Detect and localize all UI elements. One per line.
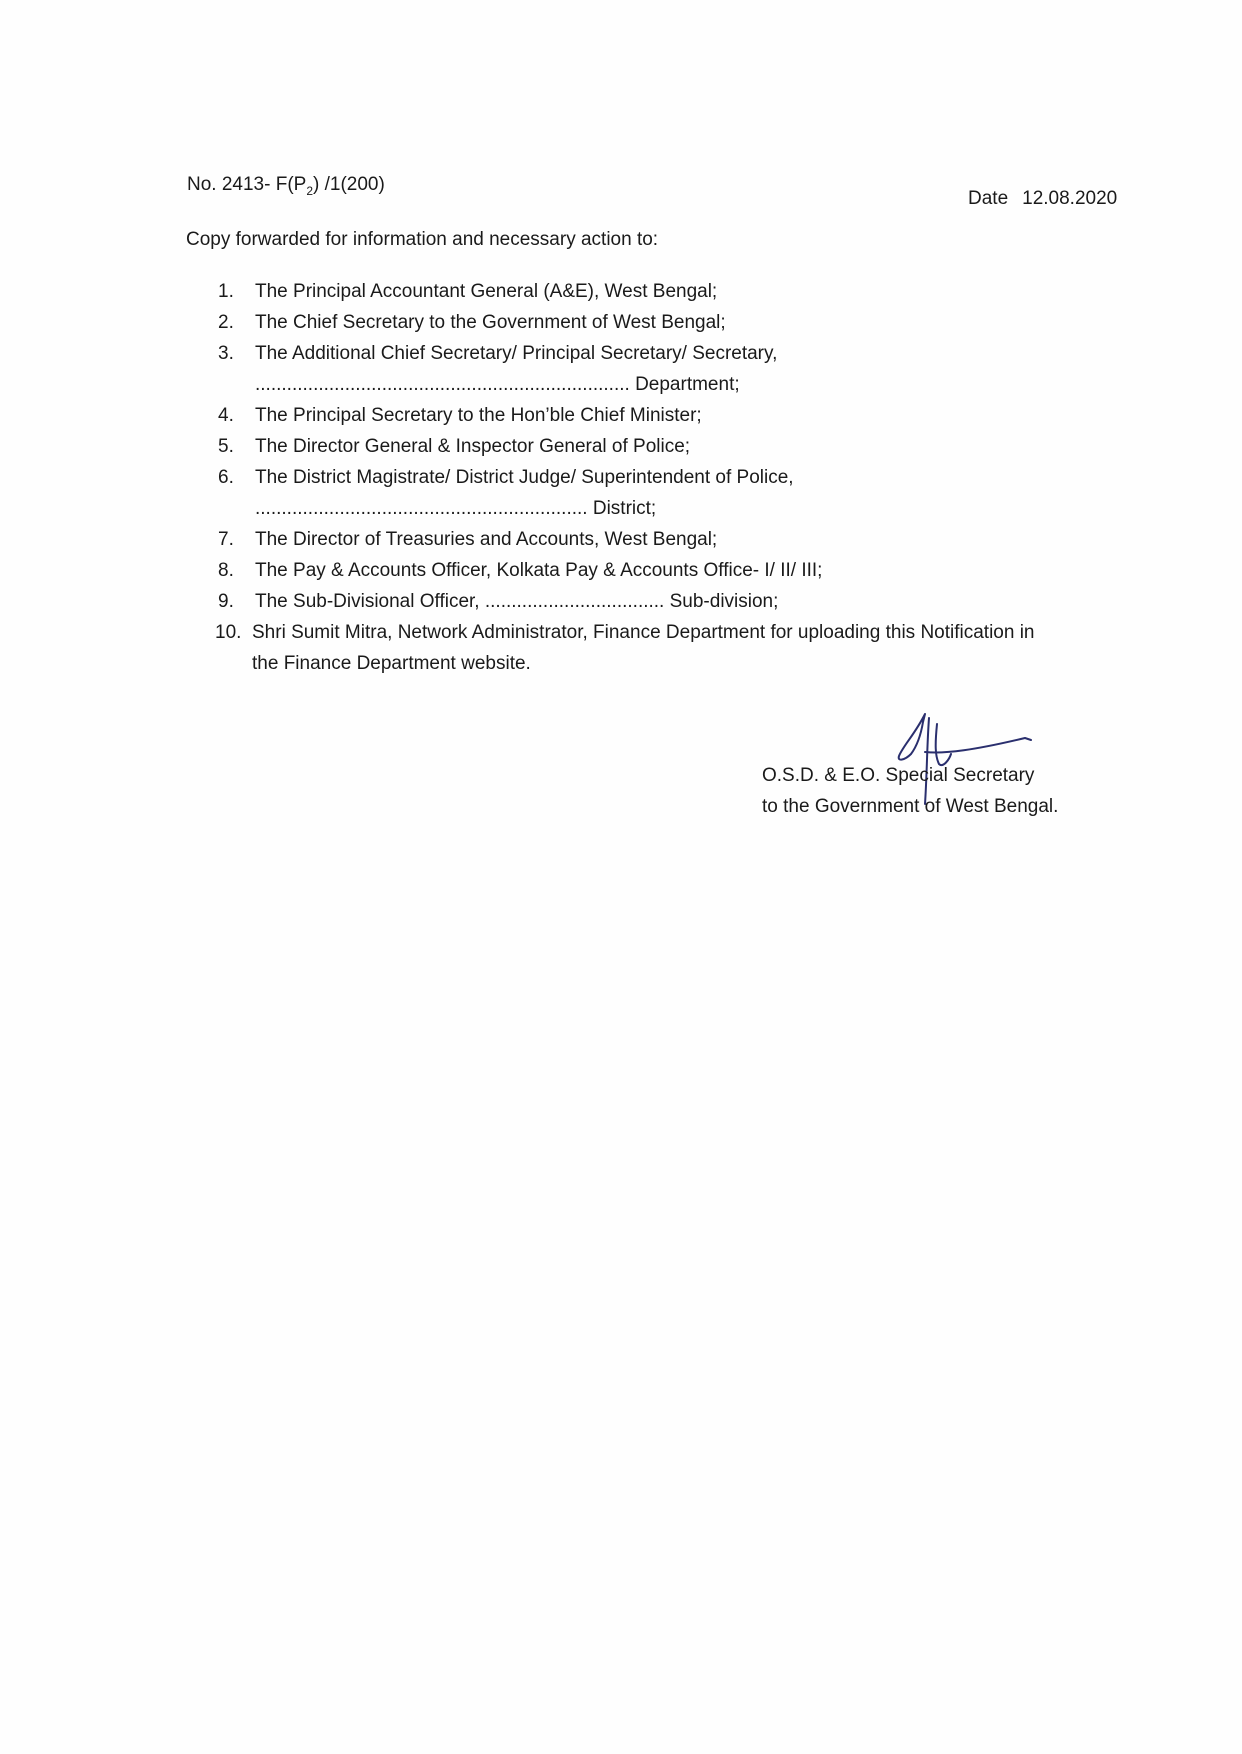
signatory-government: to the Government of West Bengal. <box>762 796 1059 817</box>
list-item <box>218 586 1138 617</box>
item-text: The Additional Chief Secretary/ Principal Secretary/ Secretary, <box>255 343 778 364</box>
reference-suffix: ) /1(200) <box>313 174 385 195</box>
reference-subscript: 2 <box>306 183 314 198</box>
recipient-list <box>215 276 1138 679</box>
list-item <box>218 431 1138 462</box>
list-item <box>218 555 1138 586</box>
item-number: 7. <box>218 529 234 550</box>
item-number: 10. <box>215 622 242 643</box>
date-value: 12.08.2020 <box>1022 188 1118 209</box>
list-item <box>218 524 1138 555</box>
item-number: 1. <box>218 281 234 302</box>
date-label: Date <box>968 188 1009 209</box>
list-item <box>215 617 1138 679</box>
list-item <box>218 462 1138 524</box>
intro-text: Copy forwarded for information and necessary action to: <box>186 229 659 250</box>
item-text: The Chief Secretary to the Government of West Bengal; <box>255 312 726 333</box>
item-number: 4. <box>218 405 234 426</box>
item-text: The Pay & Accounts Officer, Kolkata Pay & Accounts Office- I/ II/ III; <box>255 560 823 581</box>
signatory-designation: O.S.D. & E.O. Special Secretary <box>762 765 1035 786</box>
reference-prefix: No. 2413- F(P <box>187 174 307 195</box>
signatory-block <box>762 760 1058 822</box>
item-text: The Principal Secretary to the Hon’ble Chief Minister; <box>255 405 702 426</box>
item-number: 2. <box>218 312 234 333</box>
item-text-continuation: the Finance Department website. <box>252 653 531 674</box>
item-text: The Director of Treasuries and Accounts, West Bengal; <box>255 529 718 550</box>
item-text-continuation: ............................................................... District; <box>255 498 657 519</box>
document-date <box>968 188 1117 210</box>
item-text: The Sub-Divisional Officer, .................................. Sub-division; <box>255 591 779 612</box>
item-number: 8. <box>218 560 234 581</box>
list-item <box>218 276 1138 307</box>
list-item <box>218 338 1138 400</box>
item-text: The District Magistrate/ District Judge/ Superintendent of Police, <box>255 467 794 488</box>
item-number: 5. <box>218 436 234 457</box>
item-text-continuation: ....................................................................... Department; <box>255 374 740 395</box>
item-number: 6. <box>218 467 234 488</box>
list-item <box>218 307 1138 338</box>
list-item <box>218 400 1138 431</box>
reference-number <box>187 174 385 198</box>
item-number: 9. <box>218 591 234 612</box>
item-text: Shri Sumit Mitra, Network Administrator, Finance Department for uploading this Notification in <box>252 622 1035 643</box>
item-text: The Director General & Inspector General of Police; <box>255 436 691 457</box>
item-number: 3. <box>218 343 234 364</box>
item-text: The Principal Accountant General (A&E), West Bengal; <box>255 281 718 302</box>
